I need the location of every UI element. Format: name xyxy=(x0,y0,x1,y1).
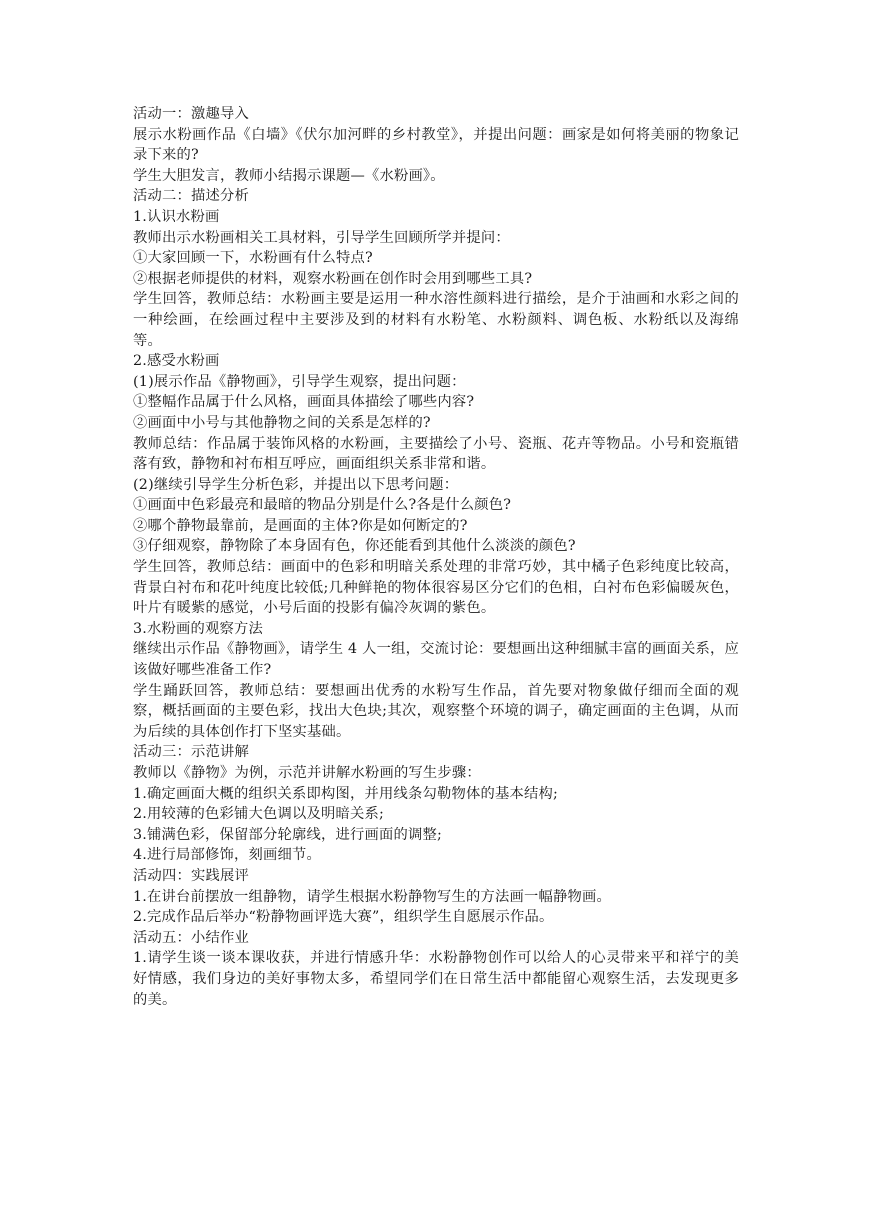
step-item: 4.进行局部修饰，刻画细节。 xyxy=(133,847,322,864)
paragraph: 1.请学生谈一谈本课收获，并进行情感升华：水粉静物创作可以给人的心灵带来平和祥宁的美好情感，我们身边的美好事物太多，希望同学们在日常生活中都能留心观察生活，去发现更多的美。 xyxy=(133,950,739,1008)
question-item: ①画面中色彩最亮和最暗的物品分别是什么?各是什么颜色? xyxy=(133,497,512,514)
paragraph: 学生大胆发言，教师小结揭示课题—《水粉画》。 xyxy=(133,167,445,184)
paragraph: (2)继续引导学生分析色彩，并提出以下思考问题： xyxy=(133,476,459,493)
subheading: 1.认识水粉画 xyxy=(133,208,220,225)
question-item: ②哪个静物最靠前，是画面的主体?你是如何断定的? xyxy=(133,517,468,534)
document-body xyxy=(133,104,739,1010)
paragraph: (1)展示作品《静物画》，引导学生观察，提出问题： xyxy=(133,373,466,390)
step-item: 3.铺满色彩，保留部分轮廓线，进行画面的调整; xyxy=(133,826,442,843)
question-item: ①大家回顾一下，水粉画有什么特点? xyxy=(133,250,373,267)
subheading: 3.水粉画的观察方法 xyxy=(133,620,264,637)
paragraph: 展示水粉画作品《白墙》《伏尔加河畔的乡村教堂》，并提出问题：画家是如何将美丽的物象记录下来的? xyxy=(133,126,739,164)
section-heading-activity-2: 活动二：描述分析 xyxy=(133,188,249,205)
question-item: ②根据老师提供的材料，观察水粉画在创作时会用到哪些工具? xyxy=(133,270,533,287)
step-item: 1.确定画面大概的组织关系即构图，并用线条勾勒物体的基本结构; xyxy=(133,785,558,802)
paragraph: 教师出示水粉画相关工具材料，引导学生回顾所学并提问： xyxy=(133,229,510,246)
paragraph: 学生回答，教师总结：水粉画主要是运用一种水溶性颜料进行描绘，是介于油画和水彩之间的一种绘画，在绘画过程中主要涉及到的材料有水粉笔、水粉颜料、调色板、水粉纸以及海绵等。 xyxy=(133,291,739,349)
paragraph: 教师总结：作品属于装饰风格的水粉画，主要描绘了小号、瓷瓶、花卉等物品。小号和瓷瓶错落有致，静物和衬布相互呼应，画面组织关系非常和谐。 xyxy=(133,435,739,473)
question-item: ③仔细观察，静物除了本身固有色，你还能看到其他什么淡淡的颜色? xyxy=(133,538,576,555)
section-heading-activity-5: 活动五：小结作业 xyxy=(133,929,249,946)
section-heading-activity-4: 活动四：实践展评 xyxy=(133,867,249,884)
subheading: 2.感受水粉画 xyxy=(133,353,220,370)
paragraph: 教师以《静物》为例，示范并讲解水粉画的写生步骤： xyxy=(133,765,481,781)
step-item: 2.完成作品后举办“粉静物画评选大赛”，组织学生自愿展示作品。 xyxy=(133,909,554,926)
section-heading-activity-3: 活动三：示范讲解 xyxy=(133,744,249,761)
step-item: 1.在讲台前摆放一组静物，请学生根据水粉静物写生的方法画一幅静物画。 xyxy=(133,888,611,905)
paragraph: 继续出示作品《静物画》，请学生 4 人一组，交流讨论：要想画出这种细腻丰富的画面关系，应该做好哪些准备工作? xyxy=(133,641,740,679)
paragraph: 学生回答，教师总结：画面中的色彩和明暗关系处理的非常巧妙，其中橘子色彩纯度比较高，背景白衬布和花叶纯度比较低;几种鲜艳的物体很容易区分它们的色相，白衬布色彩偏暖灰色，叶片有暖紫的感觉，小号后面的投影有偏冷灰调的紫色。 xyxy=(133,559,739,617)
question-item: ①整幅作品属于什么风格，画面具体描绘了哪些内容? xyxy=(133,394,475,411)
section-heading-activity-1: 活动一：激趣导入 xyxy=(133,106,249,122)
step-item: 2.用较薄的色彩铺大色调以及明暗关系; xyxy=(133,806,385,823)
question-item: ②画面中小号与其他静物之间的关系是怎样的? xyxy=(133,414,431,431)
paragraph: 学生踊跃回答，教师总结：要想画出优秀的水粉写生作品，首先要对物象做仔细而全面的观察，概括画面的主要色彩，找出大色块;其次，观察整个环境的调子，确定画面的主色调，从而为后续的具体创作打下坚实基础。 xyxy=(133,682,739,740)
